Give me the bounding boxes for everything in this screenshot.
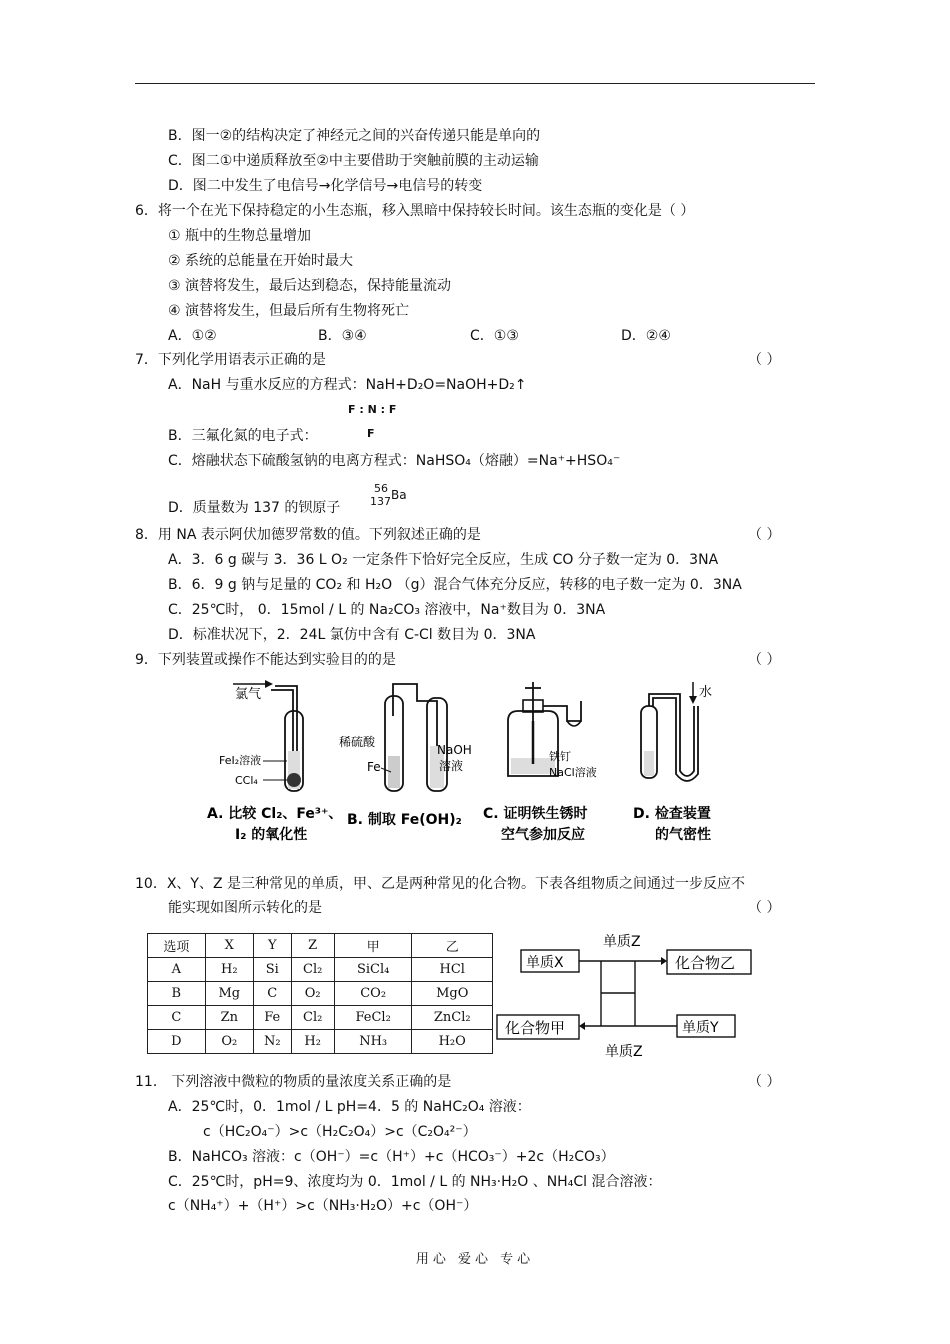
ba-atomic-number: 56: [374, 482, 388, 495]
table-cell: Mg: [205, 982, 253, 1006]
table-cell: HCl: [412, 958, 493, 982]
label-iron-nail: 铁钉: [549, 750, 571, 763]
table-row: [148, 958, 493, 982]
caption-d-line2: 的气密性: [655, 827, 711, 843]
arrow-label-z-bottom: 单质Z: [605, 1044, 643, 1060]
label-naoh: NaOH: [437, 743, 472, 757]
q8-option-b: B．6．9 g 钠与足量的 CO₂ 和 H₂O （g）混合气体充分反应，转移的电子数一定为 0．3NA: [168, 577, 742, 593]
table-cell: A: [148, 958, 206, 982]
table-cell: NH₃: [334, 1030, 412, 1054]
q11-answer-blank: （ ）: [748, 1074, 781, 1090]
node-element-x-label: 单质X: [526, 955, 564, 971]
table-cell: SiCl₄: [334, 958, 412, 982]
table-cell: Fe: [253, 1006, 291, 1030]
q6-option-c: C．①③: [470, 328, 519, 344]
q7-stem: 7．下列化学用语表示正确的是: [135, 352, 326, 368]
label-dilute-sulfuric: 稀硫酸: [339, 735, 376, 749]
q6-stem: 6．将一个在光下保持稳定的小生态瓶，移入黑暗中保持较长时间。该生态瓶的变化是（ ）: [135, 203, 695, 219]
table-cell: Si: [253, 958, 291, 982]
ba-mass-number: 137: [370, 495, 391, 508]
table-cell: Zn: [205, 1006, 253, 1030]
table-row: [148, 1006, 493, 1030]
table-cell: O₂: [291, 982, 334, 1006]
caption-c-line1: C. 证明铁生锈时: [483, 806, 588, 822]
apparatus-a: [219, 680, 303, 791]
node-element-y-label: 单质Y: [682, 1020, 719, 1036]
q5-option-c: C．图二①中递质释放至②中主要借助于突触前膜的主动运输: [168, 153, 539, 169]
q7-option-c: C．熔融状态下硫酸氢钠的电离方程式：NaHSO₄（熔融）=Na⁺+HSO₄⁻: [168, 453, 621, 469]
q7-answer-blank: （ ）: [748, 352, 781, 368]
q10-options-table: [147, 933, 493, 1054]
table-cell: C: [253, 982, 291, 1006]
table-cell: H₂O: [412, 1030, 493, 1054]
q10-options-table-wrapper: [147, 933, 493, 1057]
q9-answer-blank: （ ）: [748, 652, 781, 668]
caption-a-line2: I₂ 的氧化性: [235, 827, 308, 843]
q11-option-a-relation: c（HC₂O₄⁻）>c（H₂C₂O₄）>c（C₂O₄²⁻）: [203, 1124, 477, 1140]
caption-c-line2: 空气参加反应: [501, 827, 585, 843]
q8-option-a: A．3．6 g 碳与 3．36 L O₂ 一定条件下恰好完全反应，生成 CO 分子数一定为 0．3NA: [168, 552, 719, 568]
arrow-label-z-top: 单质Z: [603, 934, 641, 950]
q11-option-a: A．25℃时，0．1mol / L pH=4．5 的 NaHC₂O₄ 溶液：: [168, 1099, 531, 1115]
q10-stem-line2: 能实现如图所示转化的是: [168, 900, 322, 916]
q10-stem-line1: 10．X、Y、Z 是三种常见的单质，甲、乙是两种常见的化合物。下表各组物质之间通过一步反应不: [135, 876, 745, 892]
q6-option-b: B．③④: [318, 328, 367, 344]
label-chlorine: 氯气: [235, 687, 262, 702]
q6-option-a: A．①②: [168, 328, 217, 344]
label-fe: Fe: [367, 760, 381, 774]
table-cell: H₂: [205, 958, 253, 982]
table-header-cell: Z: [291, 934, 334, 958]
table-header-cell: 甲: [334, 934, 412, 958]
table-cell: FeCl₂: [334, 1006, 412, 1030]
q8-option-d: D．标准状况下，2．24L 氯仿中含有 C-Cl 数目为 0．3NA: [168, 627, 536, 643]
q11-option-c-relation: c（NH₄⁺）+（H⁺）>c（NH₃·H₂O）+c（OH⁻）: [168, 1198, 478, 1214]
q8-option-c: C．25℃时， 0．15mol / L 的 Na₂CO₃ 溶液中，Na⁺数目为 0．3NA: [168, 602, 606, 618]
q6-item-1: ① 瓶中的生物总量增加: [168, 228, 312, 244]
q6-item-4: ④ 演替将发生，但最后所有生物将死亡: [168, 303, 409, 319]
table-header-cell: 乙: [412, 934, 493, 958]
node-compound-a-label: 化合物甲: [505, 1019, 566, 1037]
table-header-cell: 选项: [148, 934, 206, 958]
label-water: 水: [699, 685, 713, 700]
node-compound-b-label: 化合物乙: [675, 954, 736, 972]
apparatus-b: [339, 684, 472, 791]
label-solution: 溶液: [439, 759, 464, 773]
table-cell: Cl₂: [291, 1006, 334, 1030]
experiment-apparatus-figure: [205, 676, 755, 848]
table-cell: B: [148, 982, 206, 1006]
table-cell: CO₂: [334, 982, 412, 1006]
nf3-electron-formula: F : N : F: [348, 403, 397, 416]
table-header-row: [148, 934, 493, 958]
q7-option-a: A．NaH 与重水反应的方程式：NaH+D₂O=NaOH+D₂↑: [168, 377, 527, 393]
table-cell: Cl₂: [291, 958, 334, 982]
q7-option-b: B．三氟化氮的电子式：: [168, 428, 318, 444]
q8-answer-blank: （ ）: [748, 527, 781, 543]
q8-stem: 8．用 NA 表示阿伏加德罗常数的值。下列叙述正确的是: [135, 527, 481, 543]
q9-stem: 9．下列装置或操作不能达到实验目的的是: [135, 652, 396, 668]
table-cell: MgO: [412, 982, 493, 1006]
conversion-flow-diagram: [495, 928, 755, 1063]
table-cell: H₂: [291, 1030, 334, 1054]
table-row: [148, 1030, 493, 1054]
table-row: [148, 982, 493, 1006]
caption-d-line1: D. 检查装置: [633, 806, 711, 822]
apparatus-d: [641, 682, 712, 781]
q5-option-b: B．图一②的结构决定了神经元之间的兴奋传递只能是单向的: [168, 128, 541, 144]
ba-symbol: Ba: [391, 488, 407, 502]
label-ccl4: CCl₄: [235, 774, 258, 787]
page-footer: 用心 爱心 专心: [415, 1252, 535, 1267]
nf3-electron-formula-bottom: F: [367, 427, 375, 440]
table-cell: O₂: [205, 1030, 253, 1054]
label-fei2: FeI₂溶液: [219, 754, 262, 767]
q11-option-b: B．NaHCO₃ 溶液：c（OH⁻）=c（H⁺）+c（HCO₃⁻）+2c（H₂CO₃）: [168, 1149, 615, 1165]
q11-option-c: C．25℃时，pH=9、浓度均为 0．1mol / L 的 NH₃·H₂O 、NH₄Cl 混合溶液：: [168, 1174, 662, 1190]
table-header-cell: Y: [253, 934, 291, 958]
q6-item-3: ③ 演替将发生，最后达到稳态，保持能量流动: [168, 278, 451, 294]
apparatus-c: [508, 682, 597, 779]
q6-item-2: ② 系统的总能量在开始时最大: [168, 253, 354, 269]
label-nacl-solution: NaCl溶液: [549, 766, 597, 779]
caption-a-line1: A. 比较 Cl₂、Fe³⁺、: [207, 806, 343, 822]
q5-option-d: D．图二中发生了电信号→化学信号→电信号的转变: [168, 178, 483, 194]
q10-answer-blank: （ ）: [748, 900, 781, 916]
header-rule: [135, 83, 815, 84]
table-cell: N₂: [253, 1030, 291, 1054]
caption-b: B. 制取 Fe(OH)₂: [347, 812, 462, 828]
table-cell: C: [148, 1006, 206, 1030]
q11-stem: 11． 下列溶液中微粒的物质的量浓度关系正确的是: [135, 1074, 452, 1090]
table-cell: ZnCl₂: [412, 1006, 493, 1030]
q6-option-d: D．②④: [621, 328, 671, 344]
q7-option-d: D．质量数为 137 的钡原子: [168, 500, 341, 516]
table-header-cell: X: [205, 934, 253, 958]
table-cell: D: [148, 1030, 206, 1054]
